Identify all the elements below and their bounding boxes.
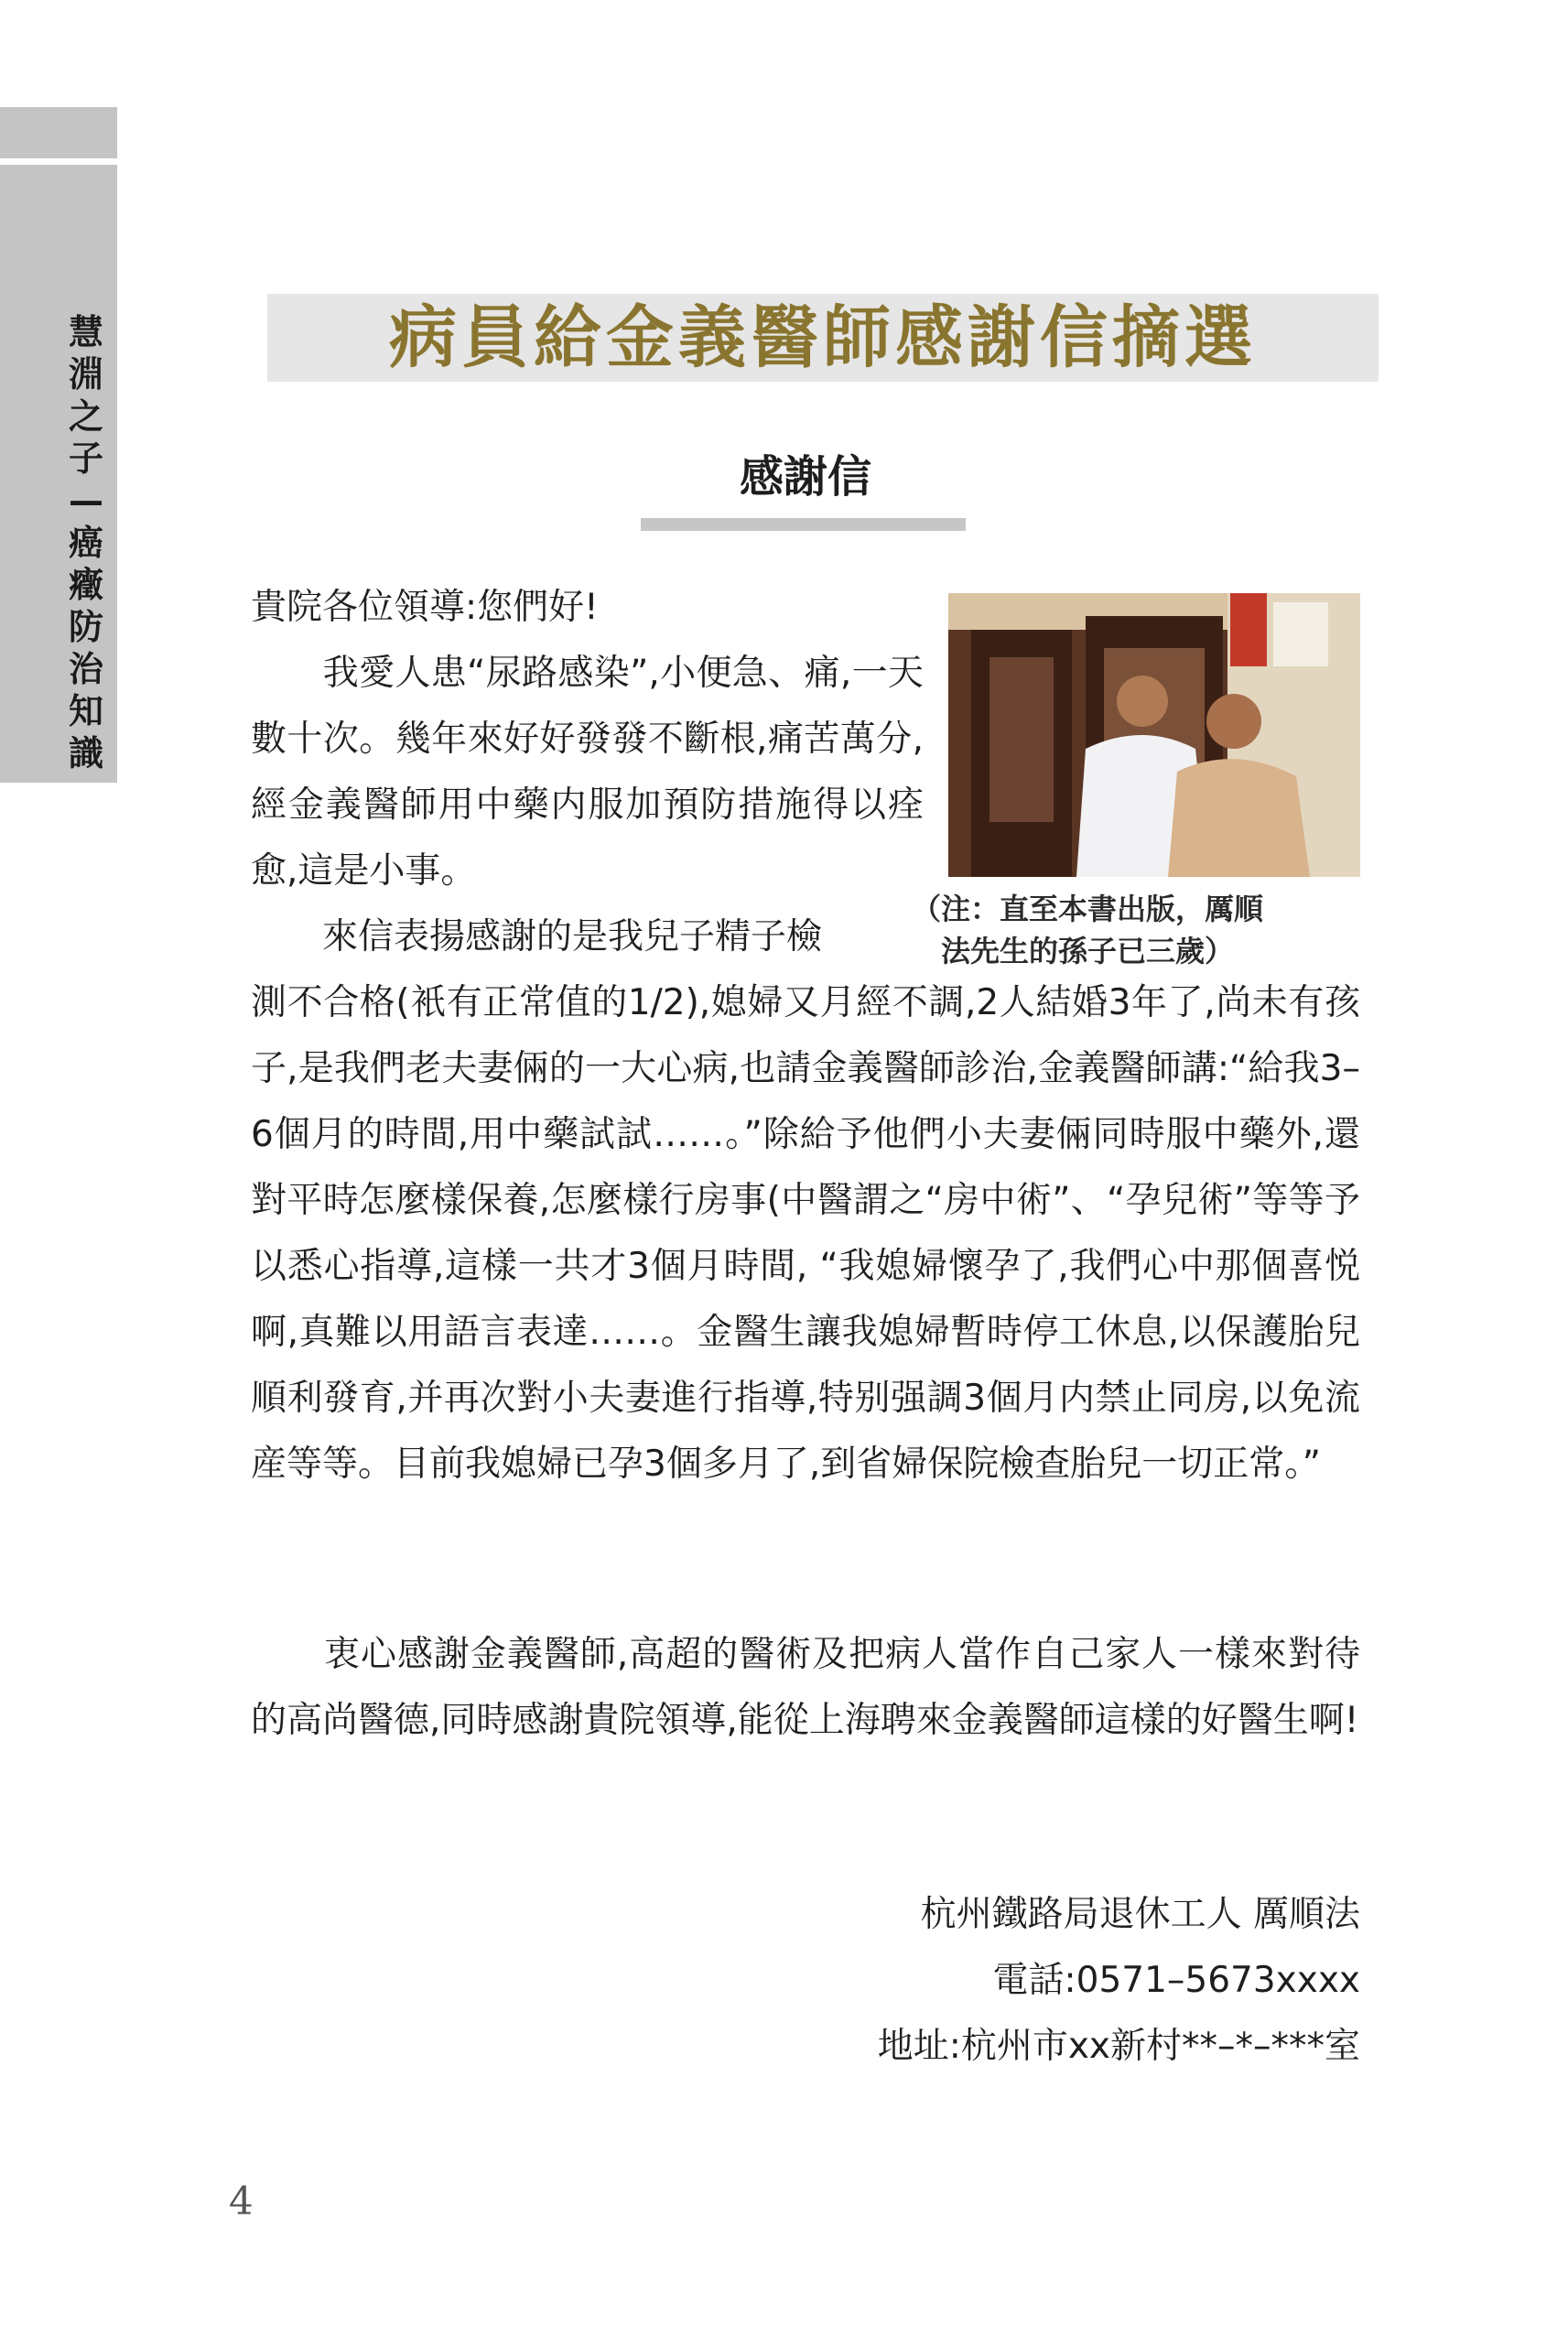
- letter-greeting: 貴院各位領導:您們好!: [251, 587, 599, 628]
- photo-caption: （注：直至本書出版，厲順 法先生的孫子已三歲）: [912, 892, 1264, 968]
- signature-address: 地址:杭州市xx新村**–*–***室: [877, 2026, 1360, 2067]
- photo-illustration: [948, 593, 1360, 877]
- letter-paragraph-3: 衷心感謝金義醫師,高超的醫術及把病人當作自己家人一樣來對待的高尚醫德,同時感謝貴院領導,能從上海聘來金義醫師這樣的好醫生啊!: [251, 1634, 1360, 1741]
- side-tab-top: [0, 107, 117, 158]
- letter-paragraph-2: 測不合格(衹有正常值的1/2),媳婦又月經不調,2人結婚3年了,尚未有孩子,是我們老夫妻倆的一大心病,也請金義醫師診治,金義醫師講:“給我3–6個月的時間,用中藥試試……。”除給予他們小夫妻倆同時服中藥外,還對平時怎麼樣保養,怎麼樣行房事(中醫謂之“房中術”、“孕兒術”等等予以悉心指導,這樣一共才3個月時間, “我媳婦懷孕了,我們心中那個喜悦啊,真難以用語言表達……。金醫生讓我媳婦暫時停工休息,以保護胎兒順利發育,并再次對小夫妻進行指導,特别强調3個月内禁止同房,以免流産等等。目前我媳婦已孕3個多月了,到省婦保院檢查胎兒一切正常。”: [251, 982, 1360, 1485]
- letter-subtitle: 感謝信: [739, 451, 871, 503]
- side-tab-label: 慧淵之子—癌癥防治知識: [68, 312, 103, 773]
- signature-name: 杭州鐵路局退休工人 厲順法: [920, 1894, 1360, 1935]
- doctor-patient-photo: [948, 593, 1360, 877]
- letter-paragraph-2-start: 來信表揚感謝的是我兒子精子檢: [251, 916, 823, 957]
- page-number: 4: [229, 2179, 254, 2223]
- signature-phone: 電話:0571–5673xxxx: [992, 1960, 1360, 2001]
- letter-paragraph-1: 我愛人患“尿路感染”,小便急、痛,一天數十次。幾年來好好發發不斷根,痛苦萬分,經金義醫師用中藥内服加預防措施得以痊愈,這是小事。: [251, 653, 924, 892]
- page-title: 病員給金義醫師感謝信摘選: [389, 298, 1257, 377]
- subtitle-underline: [641, 518, 966, 531]
